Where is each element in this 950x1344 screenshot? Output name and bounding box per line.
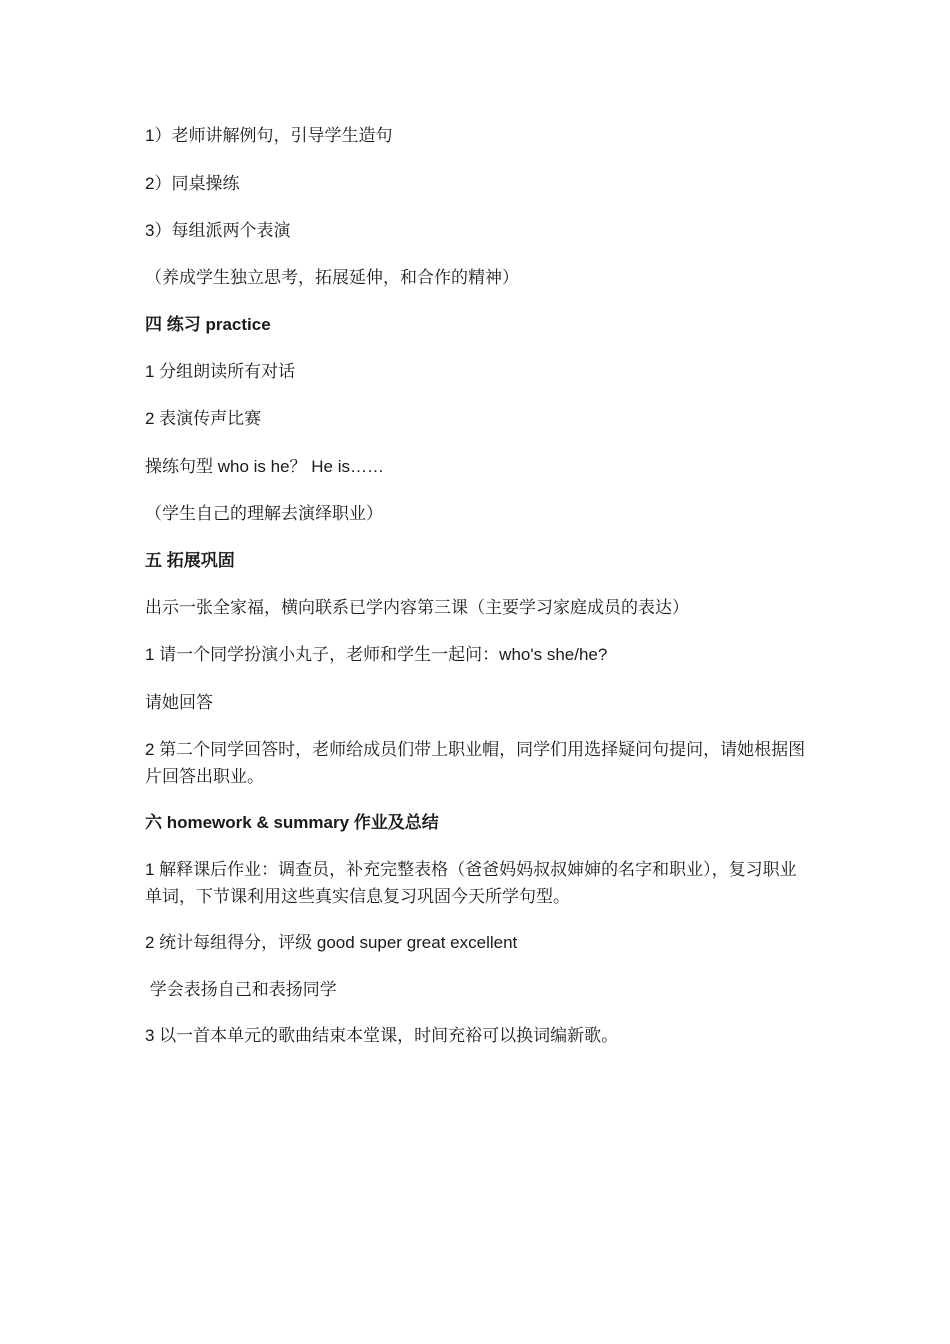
paragraph-homework-2: 2 统计每组得分，评级 good super great excellent [145,933,518,952]
paragraph-answer: 请她回答 [145,693,213,712]
heading-practice: 四 练习 practice [145,315,271,334]
paragraph-sentence-pattern: 操练句型 who is he？ He is…… [145,457,384,476]
paragraph-note-interpretation: （学生自己的理解去演绎职业） [145,504,383,523]
paragraph-step-3: 3）每组派两个表演 [145,221,291,240]
paragraph-homework-1: 1 解释课后作业：调查员，补充完整表格（爸爸妈妈叔叔婶婶的名字和职业），复习职业单词，下节课利用这些真实信息复习巩固今天所学句型。 [145,860,797,906]
paragraph-step-2: 2）同桌操练 [145,174,240,193]
heading-homework-summary: 六 homework & summary 作业及总结 [145,813,439,832]
paragraph-homework-3: 3 以一首本单元的歌曲结束本堂课，时间充裕可以换词编新歌。 [145,1026,619,1045]
paragraph-extension-1: 1 请一个同学扮演小丸子，老师和学生一起问：who's she/he? [145,645,608,664]
paragraph-extension-2: 2 第二个同学回答时，老师给成员们带上职业帽，同学们用选择疑问句提问，请她根据图片回答出职业。 [145,740,806,786]
paragraph-note-cooperation: （养成学生独立思考，拓展延伸，和合作的精神） [145,268,519,287]
paragraph-family-photo: 出示一张全家福，横向联系已学内容第三课（主要学习家庭成员的表达） [145,598,689,617]
paragraph-step-1: 1）老师讲解例句，引导学生造句 [145,126,393,145]
paragraph-practice-2: 2 表演传声比赛 [145,409,262,428]
paragraph-praise: 学会表扬自己和表扬同学 [145,980,337,999]
heading-extension: 五 拓展巩固 [145,551,235,570]
paragraph-practice-1: 1 分组朗读所有对话 [145,362,296,381]
